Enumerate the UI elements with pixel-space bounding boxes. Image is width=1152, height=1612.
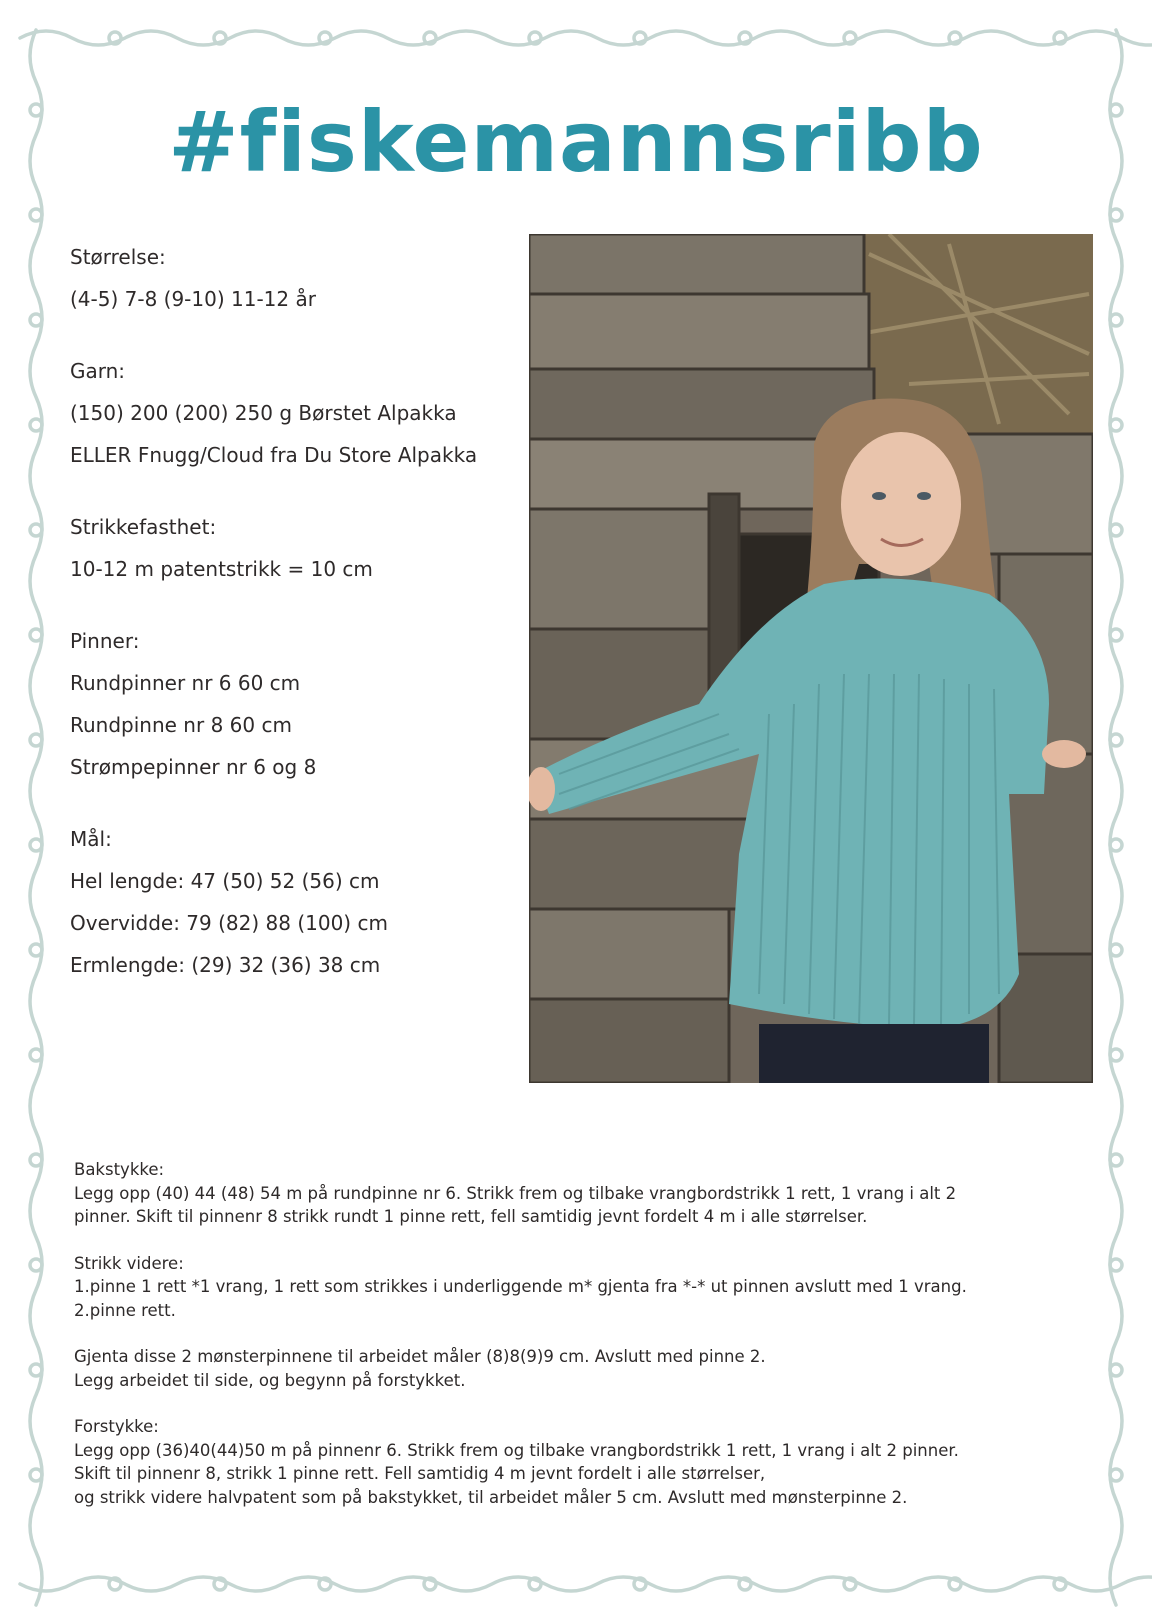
spec-value: Rundpinne nr 8 60 cm	[70, 713, 292, 737]
spec-value: Strømpepinner nr 6 og 8	[70, 755, 317, 779]
spec-size	[70, 236, 520, 320]
knitting-instructions	[74, 1158, 1074, 1532]
section-back-piece	[74, 1158, 1074, 1229]
instruction-line: Legg opp (36)40(44)50 m på pinnenr 6. Strikk frem og tilbake vrangbordstrikk 1 rett, 1 vrang i alt 2 pinner.	[74, 1440, 959, 1460]
spec-yarn	[70, 350, 520, 476]
spec-measurements	[70, 818, 520, 986]
instruction-line: Legg opp (40) 44 (48) 54 m på rundpinne nr 6. Strikk frem og tilbake vrangbordstrikk 1 rett, 1 vrang i alt 2	[74, 1183, 957, 1203]
instruction-line: og strikk videre halvpatent som på bakstykket, til arbeidet måler 5 cm. Avslutt med mønsterpinne 2.	[74, 1487, 908, 1507]
spec-heading: Størrelse:	[70, 245, 166, 269]
instruction-line: Skift til pinnenr 8, strikk 1 pinne rett. Fell samtidig 4 m jevnt fordelt i alle størrelser,	[74, 1464, 766, 1483]
spec-value: Overvidde: 79 (82) 88 (100) cm	[70, 911, 388, 935]
instruction-line: 2.pinne rett.	[74, 1300, 176, 1320]
instruction-line: 1.pinne 1 rett *1 vrang, 1 rett som strikkes i underliggende m* gjenta fra *-* ut pinnen avslutt med 1 vrang.	[74, 1277, 967, 1296]
instruction-line: Gjenta disse 2 mønsterpinnene til arbeidet måler (8)8(9)9 cm. Avslutt med pinne 2.	[74, 1347, 766, 1366]
section-heading: Bakstykke:	[74, 1160, 165, 1179]
spec-heading: Strikkefasthet:	[70, 515, 217, 539]
spec-gauge	[70, 506, 520, 590]
instruction-line: pinner. Skift til pinnenr 8 strikk rundt 1 pinne rett, fell samtidig jevnt fordelt 4 m i alle størrelser.	[74, 1207, 868, 1226]
spec-value: Ermlengde: (29) 32 (36) 38 cm	[70, 953, 381, 977]
pattern-specs	[70, 236, 520, 1016]
section-continue	[74, 1252, 1074, 1323]
spec-value: ELLER Fnugg/Cloud fra Du Store Alpakka	[70, 443, 478, 467]
section-heading: Strikk videre:	[74, 1253, 184, 1273]
spec-heading: Garn:	[70, 359, 126, 383]
page-title: #fiskemannsribb	[168, 93, 984, 191]
instruction-line: Legg arbeidet til side, og begynn på forstykket.	[74, 1370, 466, 1390]
section-front-piece	[74, 1415, 1074, 1509]
section-heading: Forstykke:	[74, 1417, 159, 1436]
spec-heading: Pinner:	[70, 629, 140, 653]
section-repeat	[74, 1345, 1074, 1392]
spec-heading: Mål:	[70, 827, 112, 851]
spec-value: (150) 200 (200) 250 g Børstet Alpakka	[70, 401, 457, 425]
spec-value: 10-12 m patentstrikk = 10 cm	[70, 557, 373, 581]
spec-value: Hel lengde: 47 (50) 52 (56) cm	[70, 869, 380, 893]
spec-value: (4-5) 7-8 (9-10) 11-12 år	[70, 287, 316, 311]
spec-needles	[70, 620, 520, 788]
photo-girl-in-sweater	[529, 234, 1093, 1083]
spec-value: Rundpinner nr 6 60 cm	[70, 671, 301, 695]
